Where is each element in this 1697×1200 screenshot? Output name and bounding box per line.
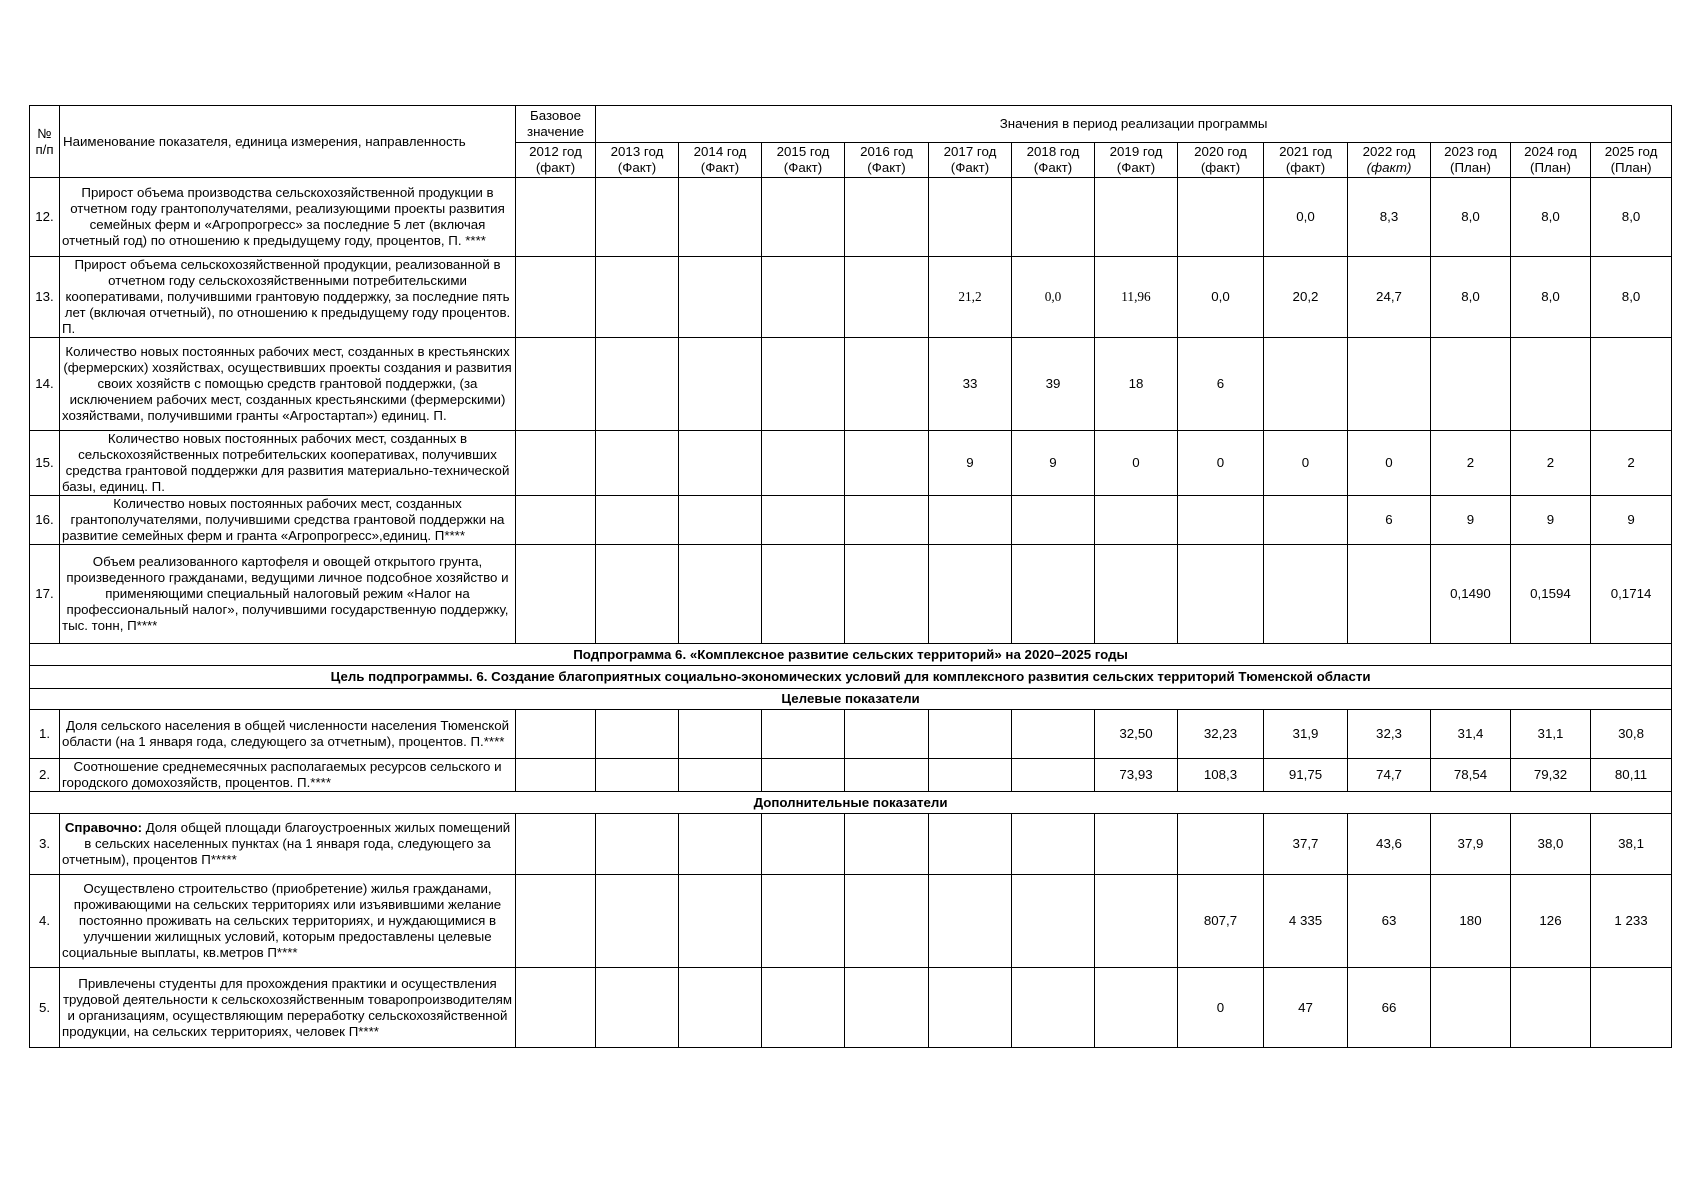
- value-cell: 9: [1012, 431, 1095, 496]
- value-cell: [1095, 545, 1178, 644]
- value-cell: [596, 545, 679, 644]
- value-cell: [845, 759, 929, 792]
- indicator-name-text: Привлечены студенты для прохождения практики и осуществления трудовой деятельности к сельскохозяйственным товаропроизводителям и организациям, осуществляющим переработку сельскохозяйственной продукции, на сельских территориях, человек П****: [62, 975, 513, 1039]
- value-cell: [1348, 338, 1431, 431]
- value-cell: [929, 545, 1012, 644]
- year-header: [679, 143, 762, 178]
- value-cell: [516, 968, 596, 1048]
- value-cell: [1012, 875, 1095, 968]
- target-indicators-label-row: [30, 689, 1672, 710]
- value-cell: [596, 968, 679, 1048]
- goal-title: Цель подпрограммы. 6. Создание благоприятных социально-экономических условий для комплексного развития сельских территорий Тюменской области: [30, 666, 1672, 689]
- year-label: 2013 год: [610, 144, 664, 159]
- value-cell: [762, 875, 845, 968]
- value-cell: [679, 759, 762, 792]
- value-cell: [762, 545, 845, 644]
- base-column-header: Базовое значение: [516, 106, 596, 143]
- value-cell: [929, 875, 1012, 968]
- value-cell: 807,7: [1178, 875, 1264, 968]
- year-kind-label: (Факт): [950, 160, 990, 175]
- value-cell: 0: [1178, 431, 1264, 496]
- value-cell: 39: [1012, 338, 1095, 431]
- value-cell: 8,0: [1511, 257, 1591, 338]
- value-cell: [845, 257, 929, 338]
- value-cell: 6: [1178, 338, 1264, 431]
- value-cell: [1348, 545, 1431, 644]
- table-row: [30, 968, 1672, 1048]
- year-label: 2017 год: [943, 144, 997, 159]
- value-cell: [516, 759, 596, 792]
- value-cell: [1511, 968, 1591, 1048]
- extra-indicators-label: Дополнительные показатели: [30, 792, 1672, 814]
- value-cell: [845, 431, 929, 496]
- value-cell: [516, 710, 596, 759]
- year-header: [845, 143, 929, 178]
- year-header: [762, 143, 845, 178]
- table-row: [30, 431, 1672, 496]
- value-cell: [1012, 545, 1095, 644]
- indicator-name: [60, 545, 516, 644]
- value-cell: 8,0: [1431, 257, 1511, 338]
- year-label: 2015 год: [776, 144, 830, 159]
- value-cell: 38,1: [1591, 814, 1672, 875]
- target-indicators-label: Целевые показатели: [30, 689, 1672, 710]
- year-header: [929, 143, 1012, 178]
- table-row: [30, 875, 1672, 968]
- table-row: [30, 710, 1672, 759]
- value-cell: 43,6: [1348, 814, 1431, 875]
- value-cell: 2: [1431, 431, 1511, 496]
- value-cell: 9: [1591, 496, 1672, 545]
- value-cell: 37,9: [1431, 814, 1511, 875]
- row-number: 13.: [30, 257, 60, 338]
- value-cell: 9: [1511, 496, 1591, 545]
- value-cell: [516, 545, 596, 644]
- value-cell: [1012, 178, 1095, 257]
- value-cell: [679, 968, 762, 1048]
- value-cell: 37,7: [1264, 814, 1348, 875]
- value-cell: [1012, 496, 1095, 545]
- year-label: 2022 год: [1362, 144, 1416, 159]
- row-number: 2.: [30, 759, 60, 792]
- value-cell: 0: [1264, 431, 1348, 496]
- year-kind-label: (Факт): [700, 160, 740, 175]
- indicator-name-text: Количество новых постоянных рабочих мест, созданных в крестьянских (фермерских) хозяйствах, осуществивших проекты создания и развития своих хозяйств с помощью средств грантовой поддержки, (за исключением рабочих мест, созданных крестьянскими (фермерскими) хозяйствами, получившими гранты «Агростартап») единиц. П.: [62, 344, 512, 423]
- table-row: [30, 496, 1672, 545]
- table-row: [30, 545, 1672, 644]
- value-cell: 0,1594: [1511, 545, 1591, 644]
- value-cell: [845, 496, 929, 545]
- value-cell: 8,0: [1511, 178, 1591, 257]
- value-cell: 0,1490: [1431, 545, 1511, 644]
- year-kind-label: (Факт): [617, 160, 657, 175]
- indicator-name: [60, 431, 516, 496]
- table-row: [30, 759, 1672, 792]
- indicator-name-text: Соотношение среднемесячных располагаемых ресурсов сельского и городского домохозяйств, процентов. П.****: [62, 759, 502, 790]
- value-cell: [516, 496, 596, 545]
- value-cell: 78,54: [1431, 759, 1511, 792]
- year-label: 2020 год: [1194, 144, 1247, 159]
- value-cell: [845, 710, 929, 759]
- value-cell: [1095, 496, 1178, 545]
- value-cell: [679, 431, 762, 496]
- indicator-name: [60, 257, 516, 338]
- value-cell: 0: [1348, 431, 1431, 496]
- indicator-name: [60, 968, 516, 1048]
- value-cell: 63: [1348, 875, 1431, 968]
- indicator-name-text: Прирост объема производства сельскохозяйственной продукции в отчетном году грантополучателями, реализующими проекты развития семейных ферм и «Агропрогресс» за последние 5 лет (включая отчетный год) по отношению к предыдущему году, процентов, П. ****: [62, 185, 505, 248]
- indicator-name-prefix: Справочно:: [64, 820, 143, 835]
- value-cell: [1591, 968, 1672, 1048]
- value-cell: 80,11: [1591, 759, 1672, 792]
- value-cell: [679, 710, 762, 759]
- indicator-name: [60, 759, 516, 792]
- indicator-name-text: Количество новых постоянных рабочих мест, созданных грантополучателями, получившими средства грантовой поддержки на развитие семейных ферм и гранта «Агропрогресс»,единиц. П****: [62, 496, 505, 543]
- value-cell: 91,75: [1264, 759, 1348, 792]
- value-cell: [1591, 338, 1672, 431]
- value-cell: 0,0: [1264, 178, 1348, 257]
- num-column-header: № п/п: [30, 106, 60, 178]
- row-number: 15.: [30, 431, 60, 496]
- value-cell: 74,7: [1348, 759, 1431, 792]
- year-label: 2019 год: [1109, 144, 1163, 159]
- value-cell: 32,3: [1348, 710, 1431, 759]
- row-number: 16.: [30, 496, 60, 545]
- year-header: [1348, 143, 1431, 178]
- value-cell: 31,4: [1431, 710, 1511, 759]
- value-cell: [596, 814, 679, 875]
- value-cell: [845, 338, 929, 431]
- value-cell: 126: [1511, 875, 1591, 968]
- value-cell: 66: [1348, 968, 1431, 1048]
- value-cell: 0,0: [1178, 257, 1264, 338]
- value-cell: [762, 431, 845, 496]
- value-cell: 180: [1431, 875, 1511, 968]
- table-row: [30, 814, 1672, 875]
- table-row: [30, 178, 1672, 257]
- value-cell: [762, 814, 845, 875]
- value-cell: [516, 257, 596, 338]
- year-kind-label: (План): [1450, 160, 1491, 175]
- value-cell: [516, 814, 596, 875]
- value-cell: [1012, 968, 1095, 1048]
- year-header: [1012, 143, 1095, 178]
- value-cell: 2: [1511, 431, 1591, 496]
- indicators-table: [29, 105, 1672, 1048]
- value-cell: [1264, 338, 1348, 431]
- header-row-1: [30, 106, 1672, 143]
- indicator-name-text: Осуществлено строительство (приобретение) жилья гражданами, проживающими на сельских территориях или изъявившими желание постоянно проживать на сельских территориях, и нуждающимися в улучшении жилищных условий, которым предоставлены целевые социальные выплаты, кв.метров П****: [62, 881, 502, 960]
- value-cell: 8,0: [1591, 178, 1672, 257]
- year-kind-label: (факт): [1366, 160, 1412, 175]
- value-cell: 0,1714: [1591, 545, 1672, 644]
- year-label: 2024 год: [1524, 144, 1577, 159]
- value-cell: [1095, 814, 1178, 875]
- indicator-name-text: Объем реализованного картофеля и овощей открытого грунта, произведенного гражданами, ведущими личное подсобное хозяйство и применяющими специальный налоговый режим «Налог на профессиональный налог», получившими государственную поддержку, тыс. тонн, П****: [62, 554, 509, 633]
- value-cell: [679, 875, 762, 968]
- value-cell: [929, 814, 1012, 875]
- value-cell: 0: [1178, 968, 1264, 1048]
- year-label: 2023 год: [1444, 144, 1497, 159]
- indicator-name: [60, 178, 516, 257]
- value-cell: 18: [1095, 338, 1178, 431]
- value-cell: [929, 968, 1012, 1048]
- value-cell: 24,7: [1348, 257, 1431, 338]
- indicator-name: [60, 875, 516, 968]
- year-label: 2016 год: [860, 144, 913, 159]
- row-number: 4.: [30, 875, 60, 968]
- year-kind-label: (Факт): [1116, 160, 1156, 175]
- year-kind-label: (План): [1530, 160, 1571, 175]
- value-cell: [679, 814, 762, 875]
- value-cell: [845, 875, 929, 968]
- indicator-name-text: Прирост объема сельскохозяйственной продукции, реализованной в отчетном году сельскохозяйственными потребительскими кооперативами, получившими грантовую поддержку, за последние пять лет (включая отчетный), по отношению к предыдущему году процентов. П.: [62, 257, 511, 336]
- period-column-header: Значения в период реализации программы: [596, 106, 1672, 143]
- value-cell: 0: [1095, 431, 1178, 496]
- year-kind-label: (Факт): [1033, 160, 1073, 175]
- year-header: [1178, 143, 1264, 178]
- year-kind-label: (факт): [535, 160, 576, 175]
- year-header: [596, 143, 679, 178]
- year-header: [1095, 143, 1178, 178]
- value-cell: 8,0: [1591, 257, 1672, 338]
- row-number: 1.: [30, 710, 60, 759]
- value-cell: [1511, 338, 1591, 431]
- value-cell: [762, 257, 845, 338]
- value-cell: [1264, 545, 1348, 644]
- row-number: 14.: [30, 338, 60, 431]
- value-cell: [1178, 178, 1264, 257]
- indicator-name: [60, 496, 516, 545]
- name-column-header: Наименование показателя, единица измерения, направленность: [60, 106, 516, 178]
- indicator-name: [60, 710, 516, 759]
- value-cell: 30,8: [1591, 710, 1672, 759]
- value-cell: 1 233: [1591, 875, 1672, 968]
- indicator-name: [60, 338, 516, 431]
- year-header: [1511, 143, 1591, 178]
- value-cell: [1178, 545, 1264, 644]
- value-cell: [596, 496, 679, 545]
- value-cell: [1431, 338, 1511, 431]
- value-cell: 38,0: [1511, 814, 1591, 875]
- value-cell: [1012, 759, 1095, 792]
- value-cell: 8,0: [1431, 178, 1511, 257]
- value-cell: 33: [929, 338, 1012, 431]
- value-cell: [516, 338, 596, 431]
- indicator-name-text: Количество новых постоянных рабочих мест, созданных в сельскохозяйственных потребительских кооперативах, получивших средства грантовой поддержки для развития материально-технической базы, единиц. П.: [62, 431, 510, 494]
- year-kind-label: (План): [1610, 160, 1652, 175]
- year-header: [516, 143, 596, 178]
- value-cell: [596, 257, 679, 338]
- value-cell: [845, 545, 929, 644]
- value-cell: 21,2: [929, 257, 1012, 338]
- year-header: [1264, 143, 1348, 178]
- value-cell: [596, 178, 679, 257]
- value-cell: 32,50: [1095, 710, 1178, 759]
- value-cell: [762, 710, 845, 759]
- value-cell: [679, 257, 762, 338]
- value-cell: [762, 759, 845, 792]
- value-cell: [929, 496, 1012, 545]
- year-label: 2012 год: [529, 144, 582, 159]
- value-cell: 9: [929, 431, 1012, 496]
- year-kind-label: (Факт): [867, 160, 906, 175]
- value-cell: 11,96: [1095, 257, 1178, 338]
- value-cell: [596, 338, 679, 431]
- extra-indicators-label-row: [30, 792, 1672, 814]
- value-cell: 8,3: [1348, 178, 1431, 257]
- value-cell: [1178, 814, 1264, 875]
- value-cell: 31,1: [1511, 710, 1591, 759]
- year-kind-label: (факт): [1200, 160, 1241, 175]
- value-cell: [762, 968, 845, 1048]
- value-cell: [929, 759, 1012, 792]
- value-cell: 6: [1348, 496, 1431, 545]
- value-cell: [845, 814, 929, 875]
- value-cell: [929, 710, 1012, 759]
- value-cell: [1178, 496, 1264, 545]
- year-header: [1591, 143, 1672, 178]
- value-cell: [596, 759, 679, 792]
- value-cell: 31,9: [1264, 710, 1348, 759]
- value-cell: [679, 338, 762, 431]
- indicator-name-text: Доля сельского населения в общей численности населения Тюменской области (на 1 января года, следующего за отчетным), процентов. П.****: [62, 718, 510, 749]
- indicator-name-text: Доля общей площади благоустроенных жилых помещений в сельских населенных пунктах (на 1 января года, следующего за отчетным), процентов П*****: [62, 820, 511, 867]
- value-cell: [762, 496, 845, 545]
- year-kind-label: (факт): [1285, 160, 1326, 175]
- year-label: 2014 год: [693, 144, 747, 159]
- row-number: 12.: [30, 178, 60, 257]
- value-cell: [762, 338, 845, 431]
- value-cell: 79,32: [1511, 759, 1591, 792]
- value-cell: 9: [1431, 496, 1511, 545]
- table-row: [30, 257, 1672, 338]
- value-cell: [596, 431, 679, 496]
- value-cell: 108,3: [1178, 759, 1264, 792]
- row-number: 17.: [30, 545, 60, 644]
- value-cell: [516, 431, 596, 496]
- value-cell: [596, 710, 679, 759]
- value-cell: 20,2: [1264, 257, 1348, 338]
- row-number: 3.: [30, 814, 60, 875]
- value-cell: [679, 545, 762, 644]
- value-cell: [762, 178, 845, 257]
- value-cell: 73,93: [1095, 759, 1178, 792]
- value-cell: [845, 178, 929, 257]
- subprogram-title-row: [30, 644, 1672, 666]
- year-label: 2025 год: [1604, 144, 1658, 159]
- value-cell: [679, 496, 762, 545]
- value-cell: [845, 968, 929, 1048]
- value-cell: [1095, 875, 1178, 968]
- table-row: [30, 338, 1672, 431]
- value-cell: [1431, 968, 1511, 1048]
- subprogram-title: Подпрограмма 6. «Комплексное развитие сельских территорий» на 2020–2025 годы: [30, 644, 1672, 666]
- value-cell: 4 335: [1264, 875, 1348, 968]
- value-cell: [929, 178, 1012, 257]
- year-kind-label: (Факт): [783, 160, 823, 175]
- row-number: 5.: [30, 968, 60, 1048]
- year-header: [1431, 143, 1511, 178]
- value-cell: [1095, 178, 1178, 257]
- value-cell: 47: [1264, 968, 1348, 1048]
- value-cell: [1264, 496, 1348, 545]
- indicator-name: [60, 814, 516, 875]
- value-cell: 32,23: [1178, 710, 1264, 759]
- value-cell: [679, 178, 762, 257]
- value-cell: [516, 178, 596, 257]
- value-cell: [1012, 710, 1095, 759]
- value-cell: [1095, 968, 1178, 1048]
- value-cell: 0,0: [1012, 257, 1095, 338]
- value-cell: [596, 875, 679, 968]
- year-label: 2021 год: [1279, 144, 1332, 159]
- year-label: 2018 год: [1026, 144, 1080, 159]
- value-cell: 2: [1591, 431, 1672, 496]
- value-cell: [1012, 814, 1095, 875]
- value-cell: [516, 875, 596, 968]
- goal-title-row: [30, 666, 1672, 689]
